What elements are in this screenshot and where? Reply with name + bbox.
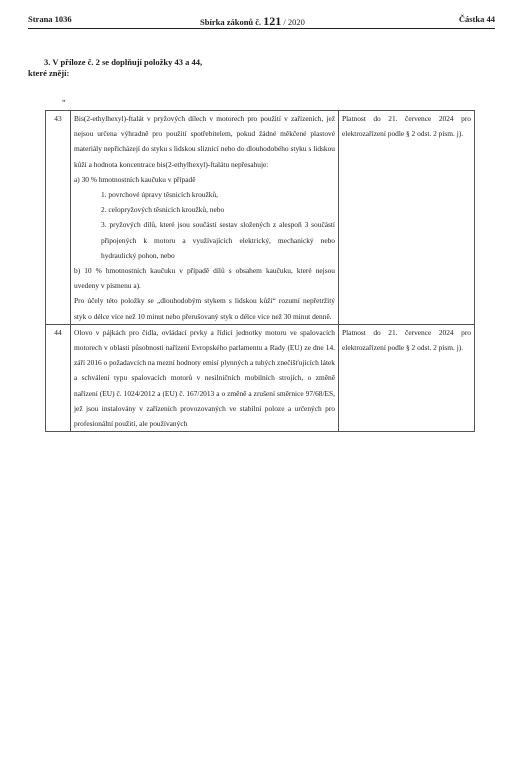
page-number: Strana 1036 [28, 14, 72, 24]
item-description [71, 111, 339, 325]
intro-line-2: které znějí: [28, 68, 70, 78]
item-description [71, 324, 339, 431]
clause-b: b) 10 % hmotnostních kaučuku v případě dílů s obsahem kaučuku, které nejsou uvedeny v písmenu a). [74, 266, 335, 291]
clause-a-1: 1. povrchové úpravy těsnicích kroužků, [101, 190, 218, 200]
clause-a-2: 2. celopryžových těsnicích kroužků, nebo [101, 205, 225, 215]
table-row [46, 324, 475, 431]
collection-label: Sbírka zákonů č. [200, 17, 262, 27]
intro-line-1: 3. V příloze č. 2 se doplňují položky 43 a 44, [44, 57, 203, 67]
item-number: 43 [46, 111, 71, 325]
amendment-table [45, 110, 475, 432]
collection-title [200, 14, 305, 29]
clause-a-3: 3. pryžových dílů, které jsou součástí sestav složených z alespoň 3 součástí připojených k motoru a využívajících elektrický, mechanický nebo hydraulický pohon, nebo [101, 220, 335, 260]
issue-number: 121 [263, 14, 282, 28]
page-header [28, 12, 495, 28]
amendment-intro [28, 57, 328, 79]
issue-year: / 2020 [283, 17, 305, 27]
definition-note: Pro účely této položky se „dlouhodobým stykem s lidskou kůží“ rozumí nepřetržitý styk o délce více než 10 minut nebo přerušovaný styk o délce více než 30 minut denně. [74, 296, 335, 321]
description-paragraph: Olovo v pájkách pro čidla, ovládací prvky a řídicí jednotky motoru ve spalovacích motorech v oblasti působnosti nařízení Evropského parlamentu a Rady (EU) ze dne 14. září 2016 o požadavcích na mezní hodnoty emisí plynných a tuhých znečišťujících látek a schválení typu spalovacích motorů v nesilničních mobilních strojích, o změně nařízení (EU) č. 1024/2012 a (EU) č. 167/2013 a o změně a zrušení směrnice 97/68/ES, jež jsou instalovány v zařízeních provozovaných ve stabilní poloze a určených pro profesionální použití, ale používaných [74, 327, 335, 429]
clause-a: a) 30 % hmotnostních kaučuku v případě [74, 174, 196, 184]
description-paragraph: Bis(2-ethylhexyl)-ftalát v pryžových dílech v motorech pro použití v zařízeních, jež nejsou určena výhradně pro použití spotřebitelem, pokud žádné měkčené plastové materiály nepřicházejí do styku s lidskou sliznicí nebo do dlouhodobého styku s lidskou kůží a hodnota koncentrace bis(2-ethylhexyl)-ftalátu nepřesahuje: [74, 114, 335, 169]
item-validity: Platnost do 21. července 2024 pro elektrozařízení podle § 2 odst. 2 písm. j). [339, 111, 475, 325]
item-validity: Platnost do 21. července 2024 pro elektrozařízení podle § 2 odst. 2 písm. j). [339, 324, 475, 431]
header-divider [28, 28, 495, 29]
item-number: 44 [46, 324, 71, 431]
table-row [46, 111, 475, 325]
opening-quote: „ [62, 94, 66, 103]
part-number: Částka 44 [458, 14, 495, 24]
